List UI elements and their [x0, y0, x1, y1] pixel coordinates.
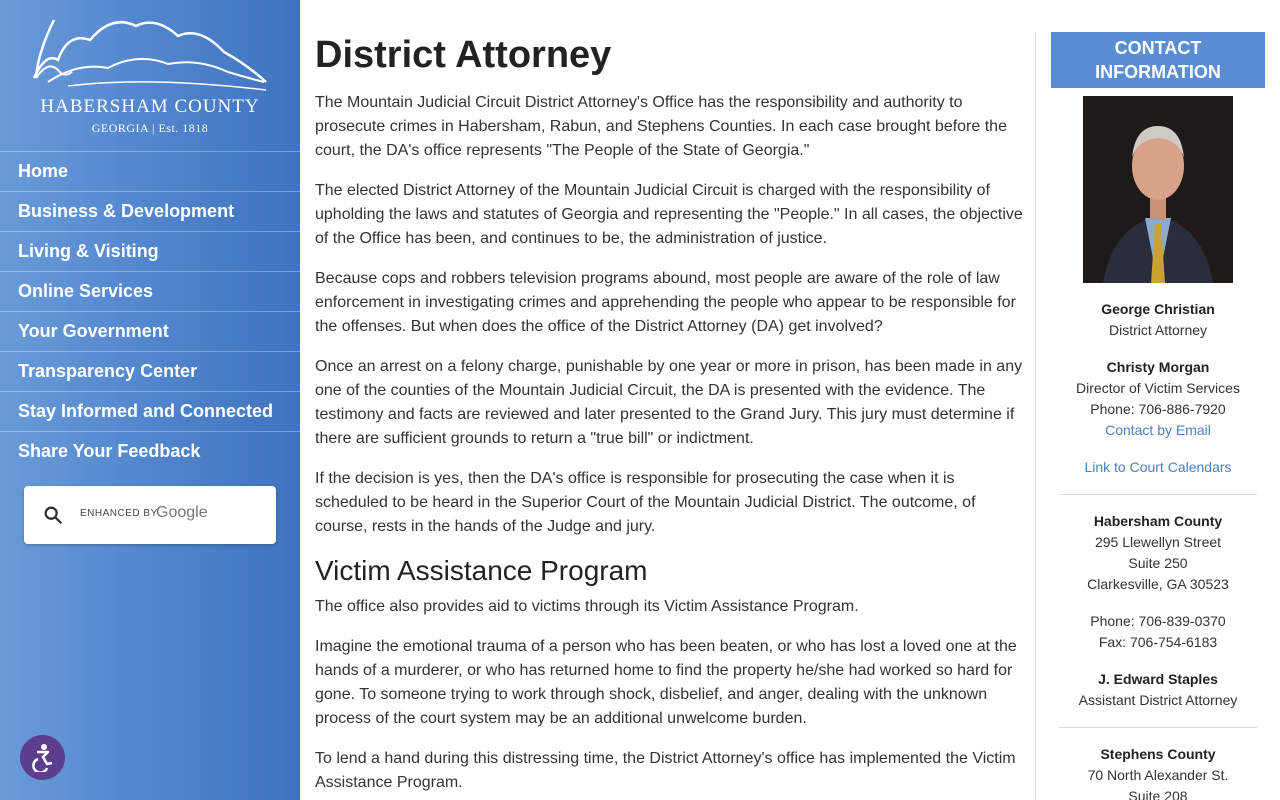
search-input[interactable] — [24, 486, 276, 544]
office-suite: Suite 208 — [1128, 788, 1188, 800]
ada-block — [1051, 669, 1265, 711]
main-content — [315, 30, 1025, 800]
office-street: 70 North Alexander St. — [1087, 767, 1229, 783]
paragraph: Once an arrest on a felony charge, punishable by one year or more in prison, has been made in any one of the counties of the Mountain Judicial Circuit, the DA is presented with the evidence. The testimony and facts are reviewed and later presented to the Grand Jury. This jury must determine if there are sufficient grounds to return a "true bill" or indictment. — [315, 358, 1023, 447]
paragraph: The Mountain Judicial Circuit District Attorney's Office has the responsibility and authority to prosecute crimes in Habersham, Rabun, and Stephens Counties. In each case brought before the court, the DA's office represents "The People of the State of Georgia." — [315, 94, 1007, 159]
divider — [1059, 494, 1257, 495]
nav-item-feedback[interactable]: Share Your Feedback — [0, 431, 300, 471]
office-fax: Fax: 706-754-6183 — [1098, 634, 1218, 650]
court-calendars-link[interactable]: Link to Court Calendars — [1084, 459, 1232, 475]
contact-heading-line1: CONTACT — [1114, 38, 1202, 58]
office-name: Habersham County — [1093, 513, 1223, 529]
ada-title: Assistant District Attorney — [1078, 692, 1238, 708]
office-suite: Suite 250 — [1128, 555, 1188, 571]
logo-subtitle: GEORGIA | Est. 1818 — [91, 121, 209, 135]
ada-name: J. Edward Staples — [1098, 671, 1218, 687]
main-nav — [0, 151, 300, 471]
victim-phone: Phone: 706-886-7920 — [1090, 401, 1226, 417]
accessibility-button[interactable] — [20, 735, 65, 780]
paragraph: To lend a hand during this distressing time, the District Attorney's office has implemented the Victim Assistance Program. — [315, 750, 1016, 791]
nav-item-your-government[interactable]: Your Government — [0, 311, 300, 351]
paragraph: Imagine the emotional trauma of a person who has been beaten, or who has lost a loved one at the hands of a murderer, or who has returned home to find the property he/she had worked so hard for gone. To someone trying to work through shock, disbelief, and anger, dealing with the unknown process of the court system may be an additional unwelcome burden. — [315, 638, 1017, 727]
calendar-block — [1051, 457, 1265, 478]
sidebar — [0, 0, 300, 800]
divider — [1059, 727, 1257, 728]
habersham-phone-block — [1051, 611, 1265, 653]
office-city: Clarkesville, GA 30523 — [1087, 576, 1229, 592]
page-title: District Attorney — [315, 34, 612, 76]
nav-item-stay-informed[interactable]: Stay Informed and Connected — [0, 391, 300, 431]
contact-heading-line2: INFORMATION — [1095, 62, 1221, 82]
contact-by-email-link[interactable]: Contact by Email — [1105, 422, 1211, 438]
office-street: 295 Llewellyn Street — [1094, 534, 1222, 550]
search-enhanced-label: ENHANCED BY — [80, 508, 158, 519]
portrait-image — [1083, 96, 1233, 283]
da-contact-block — [1051, 299, 1265, 341]
stephens-office-block — [1051, 744, 1265, 800]
mountains-logo-icon — [28, 12, 272, 96]
da-title: District Attorney — [1108, 322, 1208, 338]
nav-item-living[interactable]: Living & Visiting — [0, 231, 300, 271]
google-label: Google — [156, 504, 208, 521]
nav-item-business[interactable]: Business & Development — [0, 191, 300, 231]
nav-item-transparency[interactable]: Transparency Center — [0, 351, 300, 391]
county-logo[interactable] — [28, 12, 272, 140]
paragraph: If the decision is yes, then the DA's office is responsible for prosecuting the case when it is scheduled to be heard in the Superior Court of the Mountain Judicial District. The outcome, of course, rests in the hands of the Judge and jury. — [315, 470, 976, 535]
victim-services-block — [1051, 357, 1265, 441]
search-icon[interactable] — [42, 504, 64, 526]
nav-item-home[interactable]: Home — [0, 151, 300, 191]
victim-director-name: Christy Morgan — [1106, 359, 1210, 375]
contact-sidebar — [1051, 32, 1265, 800]
habersham-office-block — [1051, 511, 1265, 595]
accessibility-icon — [28, 743, 57, 772]
column-divider — [1035, 32, 1036, 800]
paragraph: Because cops and robbers television programs abound, most people are aware of the role of law enforcement in investigating crimes and apprehending the people who appear to be responsible for the offenses. But when does the office of the District Attorney (DA) get involved? — [315, 270, 1016, 335]
office-name: Stephens County — [1100, 746, 1216, 762]
paragraph: The elected District Attorney of the Mountain Judicial Circuit is charged with the responsibility of upholding the laws and statutes of Georgia and representing the "People." In all cases, the objective of the Office has been, and continues to be, the administration of justice. — [315, 182, 1023, 247]
logo-county-name: HABERSHAM COUNTY — [40, 96, 260, 117]
contact-heading — [1051, 32, 1265, 88]
da-portrait-photo — [1083, 96, 1233, 283]
victim-director-title: Director of Victim Services — [1076, 380, 1240, 396]
section-title: Victim Assistance Program — [315, 555, 648, 586]
da-name: George Christian — [1101, 301, 1215, 317]
nav-item-online-services[interactable]: Online Services — [0, 271, 300, 311]
office-phone: Phone: 706-839-0370 — [1090, 613, 1226, 629]
paragraph: The office also provides aid to victims through its Victim Assistance Program. — [315, 598, 859, 615]
